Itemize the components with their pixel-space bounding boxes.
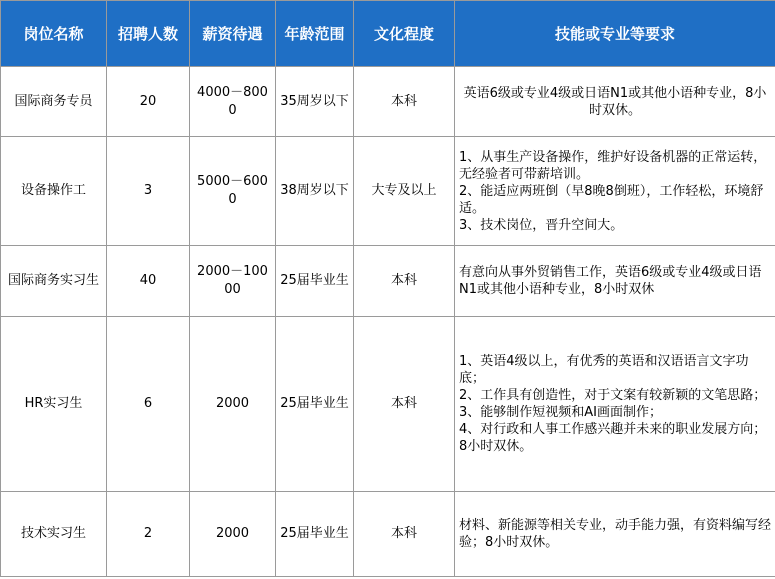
age-cell: 25届毕业生 (276, 492, 354, 577)
age-cell: 25届毕业生 (276, 246, 354, 317)
requirement-line: 2、能适应两班倒（早8晚8倒班），工作轻松，环境舒适。 (459, 183, 764, 216)
education-cell: 大专及以上 (354, 137, 455, 246)
age-cell: 38周岁以下 (276, 137, 354, 246)
requirement-line: 3、能够制作短视频和AI画面制作； (459, 405, 662, 420)
headcount-cell: 6 (107, 317, 190, 492)
requirement-line: 8小时双休。 (459, 439, 533, 454)
requirement-line: 有意向从事外贸销售工作，英语6级或专业4级或日语N1或其他小语种专业，8小时双休 (459, 265, 762, 297)
header-headcount: 招聘人数 (107, 1, 190, 67)
education-cell: 本科 (354, 492, 455, 577)
position-cell: 设备操作工 (1, 137, 107, 246)
requirement-line: 3、技术岗位，晋升空间大。 (459, 217, 624, 233)
requirements-cell (455, 67, 775, 137)
salary-cell: 2000 (190, 492, 276, 577)
education-cell: 本科 (354, 67, 455, 137)
position-cell: 技术实习生 (1, 492, 107, 577)
age-cell: 35周岁以下 (276, 67, 354, 137)
requirements-cell (455, 246, 775, 317)
salary-cell: 5000－6000 (190, 137, 276, 246)
header-requirements: 技能或专业等要求 (455, 1, 775, 67)
position-cell: 国际商务实习生 (1, 246, 107, 317)
table-row (1, 67, 775, 137)
salary-cell: 2000－10000 (190, 246, 276, 317)
header-salary: 薪资待遇 (190, 1, 276, 67)
headcount-cell: 3 (107, 137, 190, 246)
salary-cell: 4000－8000 (190, 67, 276, 137)
requirements-cell (455, 317, 775, 492)
table-row (1, 492, 775, 577)
header-age: 年龄范围 (276, 1, 354, 67)
header-position: 岗位名称 (1, 1, 107, 67)
requirements-cell (455, 492, 775, 577)
headcount-cell: 20 (107, 67, 190, 137)
education-cell: 本科 (354, 317, 455, 492)
position-cell: HR实习生 (1, 317, 107, 492)
requirement-line: 2、工作具有创造性，对于文案有较新颖的文笔思路； (459, 388, 767, 403)
table-row (1, 137, 775, 246)
salary-cell: 2000 (190, 317, 276, 492)
table-row (1, 317, 775, 492)
requirement-line: 1、从事生产设备操作，维护好设备机器的正常运转，无经验者可带薪培训。 (459, 149, 767, 182)
headcount-cell: 2 (107, 492, 190, 577)
requirement-line: 材料、新能源等相关专业，动手能力强，有资料编写经验；8小时双休。 (459, 518, 772, 550)
requirements-cell (455, 137, 775, 246)
table-row (1, 246, 775, 317)
requirement-line: 1、英语4级以上，有优秀的英语和汉语语言文字功底； (459, 354, 749, 386)
requirement-line: 4、对行政和人事工作感兴趣并未来的职业发展方向； (459, 422, 767, 437)
headcount-cell: 40 (107, 246, 190, 317)
header-education: 文化程度 (354, 1, 455, 67)
education-cell: 本科 (354, 246, 455, 317)
requirement-line: 英语6级或专业4级或日语N1或其他小语种专业，8小时双休。 (463, 85, 767, 118)
age-cell: 25届毕业生 (276, 317, 354, 492)
header-row (1, 1, 775, 67)
position-cell: 国际商务专员 (1, 67, 107, 137)
